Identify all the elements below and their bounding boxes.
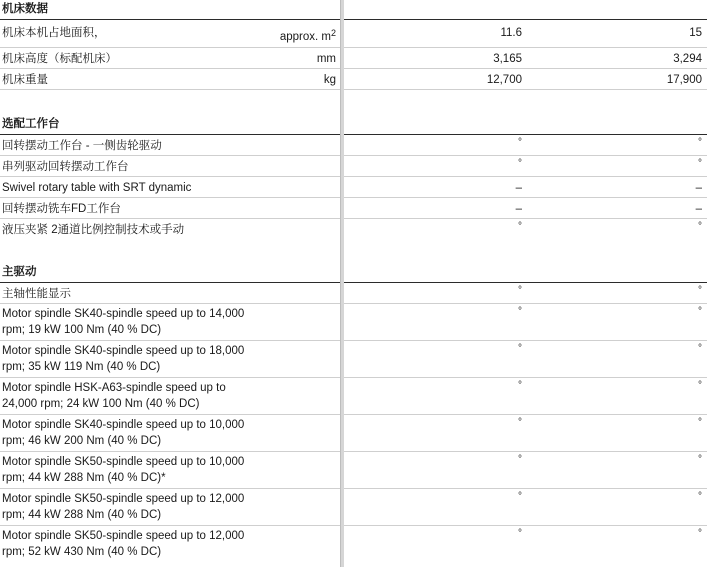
row-label: Motor spindle SK50-spindle speed up to 12,000 rpm; 44 kW 288 Nm (40 % DC) xyxy=(2,493,245,521)
row-value-1: ° xyxy=(518,221,522,232)
row-label: Motor spindle HSK-A63-spindle speed up to 24,000 rpm; 24 kW 100 Nm (40 % DC) xyxy=(2,382,226,410)
row-value-1: 12,700 xyxy=(486,74,522,86)
section-header-main-drive xyxy=(0,240,707,283)
row-label: 主轴性能显示 xyxy=(2,288,71,300)
section-title: 机床数据 xyxy=(2,3,48,15)
row-value-2: ° xyxy=(698,491,702,502)
row-value-2: ° xyxy=(698,285,702,296)
table-row xyxy=(0,452,707,489)
table-row xyxy=(0,526,707,563)
row-label: 液压夹紧 2通道比例控制技术或手动 xyxy=(2,224,185,236)
row-label: Motor spindle SK50-spindle speed up to 10,000 rpm; 44 kW 288 Nm (40 % DC)* xyxy=(2,456,245,484)
row-label: 机床本机占地面积， xyxy=(2,27,106,39)
row-label: Swivel rotary table with SRT dynamic xyxy=(2,182,192,194)
row-value-1: 11.6 xyxy=(500,27,522,39)
section-header-machine-data xyxy=(0,0,707,20)
table-row xyxy=(0,177,707,198)
row-label: 机床重量 xyxy=(2,74,48,86)
row-unit: kg xyxy=(323,74,336,86)
row-value-2: 17,900 xyxy=(666,74,702,86)
row-label: Motor spindle SK40-spindle speed up to 14,000 rpm; 19 kW 100 Nm (40 % DC) xyxy=(2,308,245,336)
row-value-1: ° xyxy=(518,454,522,465)
row-value-2: ° xyxy=(698,454,702,465)
table-row xyxy=(0,20,707,48)
row-value-2: ° xyxy=(698,158,702,169)
row-value-1: ° xyxy=(518,528,522,539)
row-label: 机床高度（标配机床） xyxy=(2,53,117,65)
row-value-2: ° xyxy=(698,221,702,232)
row-value-2: ° xyxy=(698,380,702,391)
table-row xyxy=(0,48,707,69)
table-row xyxy=(0,489,707,526)
row-value-2: 15 xyxy=(689,27,702,39)
row-value-1: ° xyxy=(518,285,522,296)
row-label: Motor spindle SK40-spindle speed up to 10,000 rpm; 46 kW 200 Nm (40 % DC) xyxy=(2,419,245,447)
row-value-2: ° xyxy=(698,306,702,317)
row-unit: approx. $m^2$ xyxy=(279,28,336,43)
table-row xyxy=(0,156,707,177)
row-value-2: ° xyxy=(698,528,702,539)
table-row xyxy=(0,378,707,415)
row-value-2: ° xyxy=(698,343,702,354)
table-row xyxy=(0,283,707,304)
row-value-1: ° xyxy=(518,137,522,148)
row-value-2: ° xyxy=(698,417,702,428)
row-value-1: ° xyxy=(518,158,522,169)
row-value-1: ° xyxy=(518,306,522,317)
row-value-1: – xyxy=(515,203,522,215)
table-row xyxy=(0,69,707,90)
table-row xyxy=(0,341,707,378)
row-label: Motor spindle SK50-spindle speed up to 12,000 rpm; 52 kW 430 Nm (40 % DC) xyxy=(2,530,245,558)
row-value-1: 3,165 xyxy=(493,53,522,65)
table-row xyxy=(0,219,707,240)
section-header-optional-tables xyxy=(0,90,707,135)
table-row xyxy=(0,304,707,341)
row-label: 串列驱动回转摆动工作台 xyxy=(2,161,129,173)
section-title: 主驱动 xyxy=(2,266,37,278)
row-value-1: ° xyxy=(518,380,522,391)
row-value-2: – xyxy=(695,182,702,194)
row-value-2: ° xyxy=(698,137,702,148)
column-divider xyxy=(340,0,344,567)
row-value-1: ° xyxy=(518,491,522,502)
row-label: Motor spindle SK40-spindle speed up to 18,000 rpm; 35 kW 119 Nm (40 % DC) xyxy=(2,345,245,373)
table-row xyxy=(0,135,707,156)
row-value-2: – xyxy=(695,203,702,215)
table-row xyxy=(0,415,707,452)
section-title: 选配工作台 xyxy=(2,118,60,130)
row-value-1: – xyxy=(515,182,522,194)
row-value-2: 3,294 xyxy=(673,53,702,65)
row-label: 回转摆动工作台 - 一侧齿轮驱动 xyxy=(2,140,162,152)
table-row xyxy=(0,198,707,219)
row-unit: mm xyxy=(316,53,336,65)
row-value-1: ° xyxy=(518,417,522,428)
row-value-1: ° xyxy=(518,343,522,354)
row-label: 回转摆动铣车FD工作台 xyxy=(2,203,121,215)
